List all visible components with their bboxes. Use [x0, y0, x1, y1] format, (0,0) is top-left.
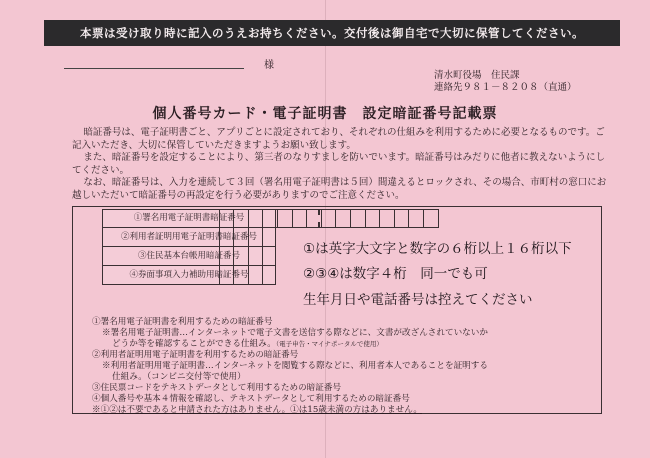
pin-digit-cell[interactable]	[205, 228, 220, 247]
pin-digit-cell[interactable]	[205, 247, 220, 266]
pin-digit-cell[interactable]	[220, 266, 235, 285]
pin-digit-cell[interactable]	[424, 209, 439, 228]
page-title: 個人番号カード・電子証明書 設定暗証番号記載票	[152, 106, 498, 122]
office-name: 清水町役場 住民課	[434, 70, 520, 81]
intro-paragraph-2: また、暗証番号を設定することにより、第三者のなりすましを防いでいます。暗証番号はみだりに他者に教えないようにしてください。	[72, 152, 606, 176]
pin-digit-cell[interactable]	[380, 209, 395, 228]
name-suffix: 様	[264, 60, 274, 71]
pin-digit-cell[interactable]	[234, 228, 249, 247]
pin-digit-cell[interactable]	[409, 209, 424, 228]
pin-digit-cell[interactable]	[366, 209, 381, 228]
pin-digit-cell[interactable]	[293, 209, 308, 228]
pin-row-label: ③住民基本台帳用暗証番号	[102, 247, 276, 266]
note-2-detail: ※利用者証明用電子証明書…インターネットを閲覧する際などに、利用者本人であることを証明する	[102, 361, 488, 371]
intro-paragraph-1: 暗証番号は、電子証明書ごと、アプリごとに設定されており、それぞれの仕組みを利用するために必要となるものです。ご記入いただき、大切に保管していただきますようお願い致します。	[72, 127, 605, 151]
banner: 本票は受け取り時に記入のうえお持ちください。交付後は御自宅で大切に保管してください。	[44, 20, 620, 46]
pin-digit-cell[interactable]	[322, 209, 337, 228]
intro-paragraph-3: なお、暗証番号は、入力を連続して３回（署名用電子証明書は５回）間違えるとロックされ、その場合、市町村の窓口にお越しいただいて暗証番号の再設定を行う必要がありますのでご注意ください。	[72, 177, 607, 201]
six-digit-divider	[318, 209, 320, 228]
explanation-notes	[92, 317, 612, 416]
pin-digit-cell[interactable]	[249, 228, 264, 247]
pin-digit-cell[interactable]	[249, 247, 264, 266]
note-3: ③住民票コードをテキストデータとして利用するための暗証番号	[92, 383, 342, 393]
note-1: ①署名用電子証明書を利用するための暗証番号	[92, 317, 273, 327]
note-1-detail: ※署名用電子証明書…インターネットで電子文書を送信する際などに、文書が改ざんされていないか	[102, 328, 488, 338]
rule-note-1: ①は英字大文字と数字の６桁以上１６桁以下	[303, 241, 572, 257]
pin-row-label: ④券面事項入力補助用暗証番号	[102, 266, 276, 285]
note-2-detail-2: 仕組み。（コンビニ交付等で使用）	[112, 372, 246, 382]
pin-digit-cell[interactable]	[220, 228, 235, 247]
pin-digit-cell[interactable]	[249, 266, 264, 285]
pin-digit-cell[interactable]	[249, 209, 264, 228]
note-1-detail-2	[92, 339, 612, 350]
note-1-usage: （電子申告・マイナポータルで使用）	[275, 340, 383, 348]
pin-row-label: ②利用者証明用電子証明書暗証番号	[102, 228, 276, 247]
pin-digit-cell[interactable]	[220, 247, 235, 266]
note-2: ②利用者証明用電子証明書を利用するための暗証番号	[92, 350, 299, 360]
note-1-detail-2-text: どうか等を確認することができる仕組み。	[112, 339, 276, 349]
pin-digit-cell[interactable]	[234, 247, 249, 266]
pin-digit-cell[interactable]	[234, 209, 249, 228]
rule-note-2: ②③④は数字４桁 同一でも可	[303, 266, 488, 282]
pin-digit-cell[interactable]	[263, 209, 278, 228]
name-field[interactable]	[64, 55, 244, 69]
office-contact: 連絡先９８１－８２０８（直通）	[434, 82, 577, 93]
rule-note-3: 生年月日や電話番号は控えてください	[303, 292, 533, 308]
pin-digit-cell[interactable]	[205, 266, 220, 285]
pin-row-label: ①署名用電子証明書暗証番号	[102, 209, 276, 228]
pin-digit-cell[interactable]	[205, 209, 220, 228]
pin-digit-cell[interactable]	[278, 209, 293, 228]
note-5: ※①②は不要であると申請された方はありません。①は15歳未満の方はありません。	[92, 405, 422, 415]
pin-digit-cell[interactable]	[395, 209, 410, 228]
intro-text	[72, 127, 612, 202]
note-4: ④個人番号や基本４情報を確認し、テキストデータとして利用するための暗証番号	[92, 394, 410, 404]
pin-digit-cell[interactable]	[220, 209, 235, 228]
pin-digit-cell[interactable]	[336, 209, 351, 228]
office-block	[434, 70, 577, 94]
pin-digit-cell[interactable]	[234, 266, 249, 285]
pin-digit-cell[interactable]	[351, 209, 366, 228]
